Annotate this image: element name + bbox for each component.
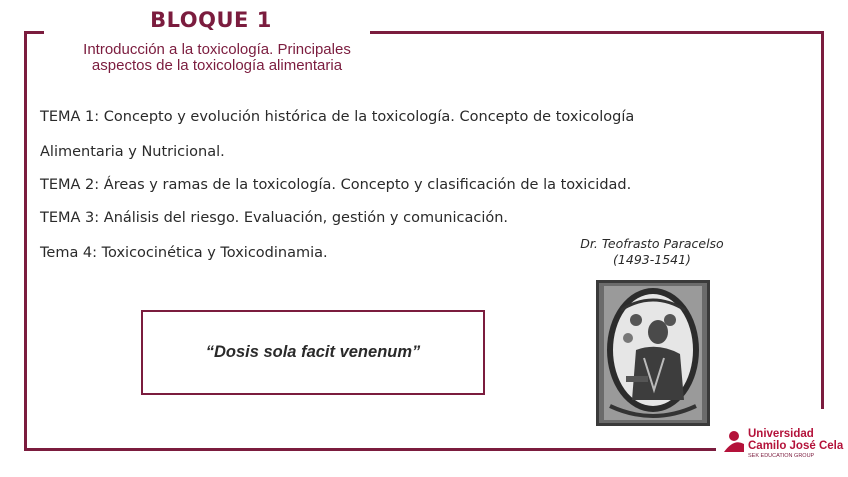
portrait-caption-name: Dr. Teofrasto Paracelso	[580, 236, 724, 251]
topic-1-continued: Alimentaria y Nutricional.	[40, 144, 225, 160]
frame-bottom	[24, 448, 716, 451]
topic-2: TEMA 2: Áreas y ramas de la toxicología. Concepto y clasificación de la toxicidad.	[40, 177, 632, 193]
quote-box	[141, 310, 485, 395]
page-subtitle	[44, 42, 390, 74]
topic-4: Tema 4: Toxicocinética y Toxicodinamia.	[40, 245, 328, 261]
subtitle-line-1: Introducción a la toxicología. Principales	[83, 41, 351, 58]
ucjc-logo-icon	[722, 430, 746, 454]
logo-line-3: SEK EDUCATION GROUP	[748, 453, 815, 459]
university-logo	[722, 428, 844, 460]
portrait-caption	[552, 236, 752, 268]
topic-1: TEMA 1: Concepto y evolución histórica de la toxicología. Concepto de toxicología	[40, 109, 635, 125]
frame-left	[24, 31, 27, 451]
frame-right	[821, 31, 824, 409]
topic-3: TEMA 3: Análisis del riesgo. Evaluación, gestión y comunicación.	[40, 210, 509, 226]
frame-top-right	[370, 31, 824, 34]
page-title: BLOQUE 1	[150, 8, 272, 32]
logo-line-2: Camilo José Cela	[748, 440, 844, 452]
paracelsus-portrait-image	[596, 280, 710, 426]
subtitle-line-2: aspectos de la toxicología alimentaria	[91, 57, 343, 74]
logo-line-1: Universidad	[748, 428, 814, 440]
quote-text: “Dosis sola facit venenum”	[205, 343, 421, 361]
portrait-caption-years: (1493-1541)	[613, 252, 691, 267]
